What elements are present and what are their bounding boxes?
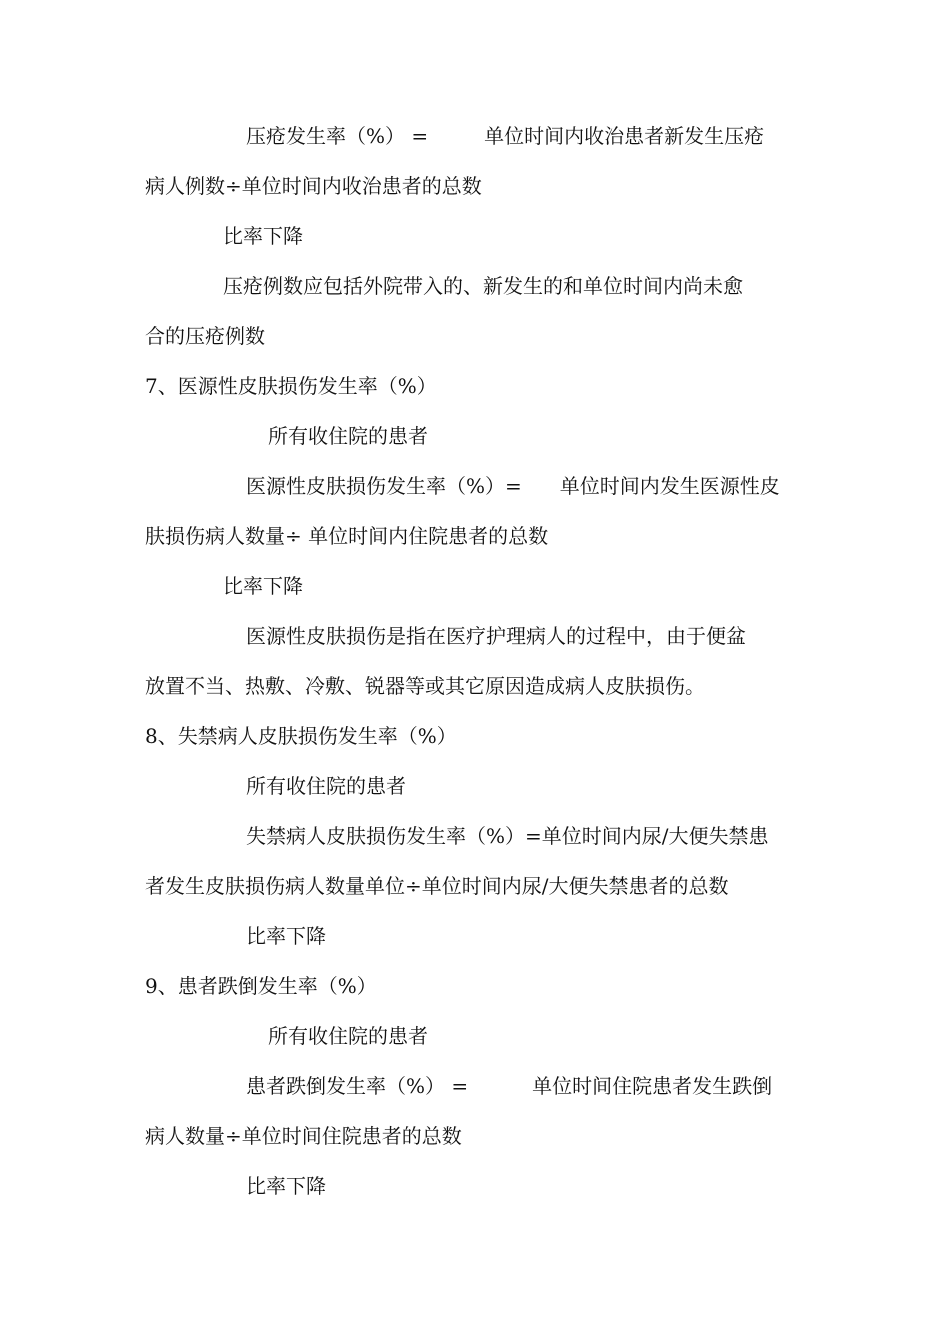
section-7-scope: 所有收住院的患者 (268, 424, 428, 448)
section-9-target: 比率下降 (246, 1174, 326, 1198)
section-7-formula-line-1 (246, 474, 780, 498)
section-7-note-line-1: 医源性皮肤损伤是指在医疗护理病人的过程中，由于便盆 (246, 624, 746, 648)
section-9-formula-right: 单位时间住院患者发生跌倒 (532, 1074, 773, 1098)
section-7-heading: 7、医源性皮肤损伤发生率（%） (145, 374, 437, 398)
section-9-heading: 9、患者跌倒发生率（%） (145, 974, 377, 998)
section-7-formula-left: 医源性皮肤损伤发生率（%）= (246, 474, 522, 498)
pressure-ulcer-formula-line-1 (246, 124, 764, 148)
section-7-note-line-2: 放置不当、热敷、冷敷、锐器等或其它原因造成病人皮肤损伤。 (145, 674, 705, 698)
section-8-scope: 所有收住院的患者 (246, 774, 406, 798)
section-9-scope: 所有收住院的患者 (268, 1024, 428, 1048)
section-8-formula-line-2: 者发生皮肤损伤病人数量单位÷单位时间内尿/大便失禁患者的总数 (145, 874, 729, 898)
pressure-ulcer-formula-left: 压疮发生率（%） = (246, 124, 429, 148)
section-8-heading: 8、失禁病人皮肤损伤发生率（%） (145, 724, 457, 748)
pressure-ulcer-formula-right: 单位时间内收治患者新发生压疮 (484, 124, 765, 148)
pressure-ulcer-formula-line-2: 病人例数÷单位时间内收治患者的总数 (145, 174, 482, 198)
section-9-formula-line-1 (246, 1074, 772, 1098)
section-9-formula-line-2: 病人数量÷单位时间住院患者的总数 (145, 1124, 462, 1148)
section-7-target: 比率下降 (223, 574, 303, 598)
section-8-formula-line-1: 失禁病人皮肤损伤发生率（%）=单位时间内尿/大便失禁患 (246, 824, 769, 848)
section-7-formula-line-2: 肤损伤病人数量÷ 单位时间内住院患者的总数 (145, 524, 549, 548)
pressure-ulcer-note-line-2: 合的压疮例数 (145, 324, 265, 348)
pressure-ulcer-note-line-1: 压疮例数应包括外院带入的、新发生的和单位时间内尚未愈 (223, 274, 743, 298)
section-7-formula-right: 单位时间内发生医源性皮 (559, 474, 780, 498)
section-9-formula-left: 患者跌倒发生率（%） = (246, 1074, 469, 1098)
section-8-target: 比率下降 (246, 924, 326, 948)
pressure-ulcer-target: 比率下降 (223, 224, 303, 248)
